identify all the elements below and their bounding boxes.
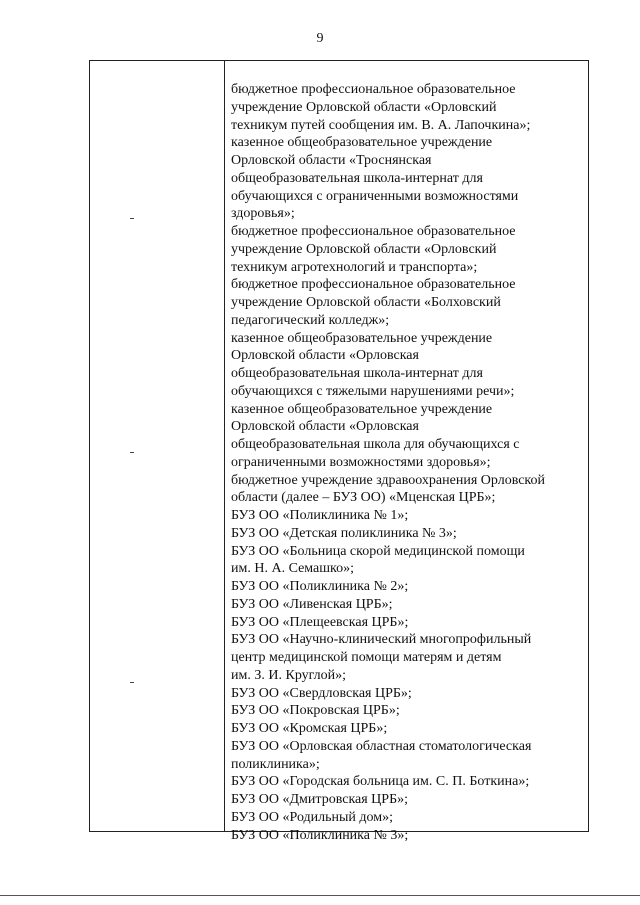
list-line: учреждение Орловской области «Болховский	[231, 295, 501, 310]
list-line: казенное общеобразовательное учреждение	[231, 330, 493, 346]
list-line: БУЗ ОО «Поликлиника № 2»;	[231, 579, 409, 594]
list-line: учреждение Орловской области «Орловский	[231, 99, 497, 115]
margin-mark	[130, 682, 134, 683]
list-line: техникум путей сообщения им. В. А. Лапочкина»;	[231, 117, 531, 133]
list-line: обучающихся с ограниченными возможностями	[231, 188, 519, 204]
list-line: БУЗ ОО «Ливенская ЦРБ»;	[231, 596, 393, 612]
list-line: обучающихся с тяжелыми нарушениями речи»;	[231, 383, 515, 399]
list-line: БУЗ ОО «Дмитровская ЦРБ»;	[231, 792, 409, 807]
list-line: БУЗ ОО «Покровская ЦРБ»;	[231, 703, 400, 719]
list-line: общеобразовательная школа-интернат для	[231, 366, 483, 381]
list-line: педагогический колледж»;	[231, 312, 390, 328]
list-line: Орловской области «Троснянская	[231, 153, 432, 168]
list-line: бюджетное профессиональное образовательное	[231, 82, 516, 97]
page-bottom-rule	[0, 895, 640, 896]
list-line: ограниченными возможностями здоровья»;	[231, 454, 491, 470]
column-divider	[224, 61, 225, 831]
list-line: БУЗ ОО «Поликлиника № 1»;	[231, 508, 409, 523]
list-line: бюджетное профессиональное образовательное	[231, 277, 516, 293]
list-line: БУЗ ОО «Плещеевская ЦРБ»;	[231, 614, 409, 630]
list-line: области (далее – БУЗ ОО) «Мценская ЦРБ»;	[231, 490, 496, 506]
list-line: БУЗ ОО «Поликлиника № 3»;	[231, 827, 409, 843]
list-line: БУЗ ОО «Орловская областная стоматологическая	[231, 738, 532, 754]
list-line: общеобразовательная школа для обучающихся с	[231, 437, 520, 452]
list-line: БУЗ ОО «Родильный дом»;	[231, 809, 394, 825]
list-line: БУЗ ОО «Больница скорой медицинской помощи	[231, 543, 525, 559]
list-line: поликлиника»;	[231, 756, 320, 772]
list-line: БУЗ ОО «Детская поликлиника № 3»;	[231, 525, 457, 541]
list-line: БУЗ ОО «Научно-клинический многопрофильный	[231, 632, 532, 648]
list-line: техникум агротехнологий и транспорта»;	[231, 259, 478, 275]
list-line: Орловской области «Орловская	[231, 348, 419, 364]
list-line: им. З. И. Круглой»;	[231, 667, 347, 683]
institution-list	[231, 81, 586, 844]
list-line: Орловской области «Орловская	[231, 419, 419, 435]
list-line: БУЗ ОО «Свердловская ЦРБ»;	[231, 685, 412, 701]
list-line: бюджетное профессиональное образовательное	[231, 224, 516, 239]
list-line: бюджетное учреждение здравоохранения Орловской	[231, 472, 546, 488]
document-table	[89, 60, 589, 843]
margin-mark	[130, 218, 134, 219]
list-line: БУЗ ОО «Городская больница им. С. П. Боткина»;	[231, 774, 530, 790]
list-line: общеобразовательная школа-интернат для	[231, 170, 483, 186]
margin-mark	[130, 452, 134, 453]
list-line: центр медицинской помощи матерям и детям	[231, 650, 502, 665]
page-number: 9	[316, 31, 324, 46]
list-line: казенное общеобразовательное учреждение	[231, 135, 493, 151]
list-line: учреждение Орловской области «Орловский	[231, 241, 497, 257]
list-line: казенное общеобразовательное учреждение	[231, 401, 493, 417]
list-line: здоровья»;	[231, 206, 295, 222]
list-line: БУЗ ОО «Кромская ЦРБ»;	[231, 721, 388, 736]
list-line: им. Н. А. Семашко»;	[231, 561, 355, 577]
